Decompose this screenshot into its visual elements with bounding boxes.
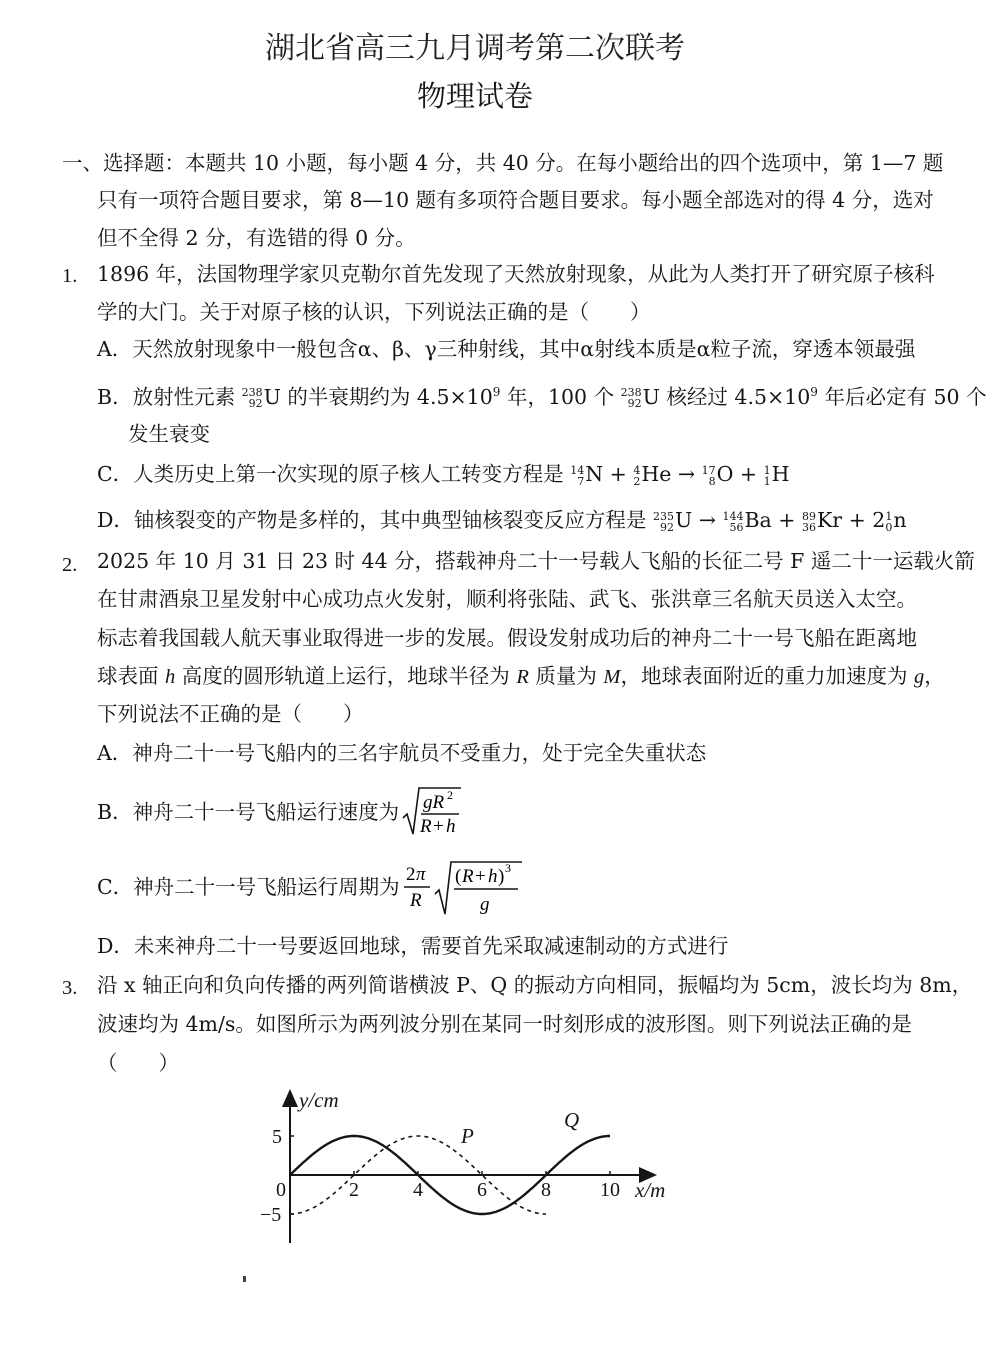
series-q-label: Q — [564, 1108, 580, 1132]
series-p-label: P — [461, 1124, 474, 1148]
y-axis-label: y/cm — [299, 1088, 339, 1112]
q2-option-d: D．未来神舟二十一号要返回地球，需要首先采取减速制动的方式进行 — [97, 934, 729, 958]
q1-stem-line2: 学的大门。关于对原子核的认识，下列说法正确的是（ ） — [97, 300, 651, 324]
scan-mark — [243, 1276, 246, 1282]
exam-title: 湖北省高三九月调考第二次联考 — [265, 31, 685, 66]
svg-text:R: R — [420, 816, 432, 837]
q2-line4: 球表面 h 高度的圆形轨道上运行，地球半径为 R 质量为 M，地球表面附近的重力加速度为 g， — [97, 664, 945, 688]
y-tick-label: −5 — [260, 1204, 282, 1226]
svg-text:(: ( — [454, 866, 462, 887]
x-tick-label: 10 — [600, 1179, 620, 1201]
q2-line1: 2025 年 10 月 31 日 23 时 44 分，搭载神舟二十一号载人飞船的长征二号 F 遥二十一运载火箭 — [97, 549, 975, 573]
svg-text:g: g — [479, 894, 490, 915]
q2-line3: 标志着我国载人航天事业取得进一步的发展。假设发射成功后的神舟二十一号飞船在距离地 — [97, 626, 917, 650]
subject-title: 物理试卷 — [416, 79, 533, 113]
svg-text:2: 2 — [447, 788, 454, 802]
q1-option-c: C．人类历史上第一次实现的原子核人工转变方程是 14 7 N + 4 2 He → 17 8 O + 1 1 H — [97, 462, 790, 488]
q1-stem-line1: 1896 年，法国物理学家贝克勒尔首先发现了天然放射现象，从此为人类打开了研究原子核科 — [97, 262, 935, 286]
x-tick-label: 8 — [541, 1179, 551, 1201]
sqrt-formula-b — [401, 784, 463, 840]
section-instructions-line2: 只有一项符合题目要求，第 8—10 题有多项符合题目要求。每小题全部选对的得 4 分，选对 — [97, 188, 934, 212]
svg-text:+: + — [474, 866, 486, 887]
svg-text:h: h — [487, 866, 498, 887]
svg-text:gR: gR — [423, 792, 445, 813]
svg-text:h: h — [446, 816, 456, 837]
q2-line5: 下列说法不正确的是（ ） — [97, 702, 364, 726]
q1-option-b: B．放射性元素 238 92 U 的半衰期约为 $4.5\times 10^9$ 年，100 个 238 92 U 核经过 $4.5\times 10^9$ 年后必定有 50 个 — [97, 384, 987, 411]
q3-line1: 沿 x 轴正向和负向传播的两列简谐横波 P、Q 的振动方向相同，振幅均为 5cm，波长均为 8m， — [97, 973, 973, 997]
wave-chart — [255, 1085, 675, 1255]
q1-option-a: A．天然放射现象中一般包含α、β、γ三种射线，其中α射线本质是α粒子流，穿透本领最强 — [97, 337, 916, 361]
q3-number: 3. — [62, 977, 78, 999]
x-tick-label: 2 — [349, 1179, 359, 1201]
q1-option-b-line2: 发生衰变 — [128, 422, 210, 446]
svg-text:3: 3 — [504, 861, 511, 875]
x-axis-label: x/m — [635, 1178, 666, 1202]
section-instructions-line3: 但不全得 2 分，有选错的得 0 分。 — [97, 226, 416, 250]
svg-text:): ) — [497, 866, 505, 887]
y-tick-label: 5 — [272, 1126, 282, 1148]
q2-option-a: A．神舟二十一号飞船内的三名宇航员不受重力，处于完全失重状态 — [97, 741, 707, 765]
svg-text:+: + — [433, 816, 444, 837]
q1-option-d: D．铀核裂变的产物是多样的，其中典型铀核裂变反应方程是 235 92 U → 144 56 Ba + 89 36 Kr + 2 1 0 n — [97, 508, 907, 534]
x-tick-label: 4 — [413, 1179, 423, 1201]
x-tick-label: 0 — [276, 1179, 286, 1201]
svg-text:R: R — [409, 890, 422, 911]
section-instructions-line1: 一、选择题：本题共 10 小题，每小题 4 分，共 40 分。在每小题给出的四个选项中，第 1—7 题 — [62, 151, 944, 175]
x-tick-label: 6 — [477, 1179, 487, 1201]
svg-text:2: 2 — [405, 864, 416, 885]
period-formula-c — [402, 856, 524, 918]
q3-line2: 波速均为 4m/s。如图所示为两列波分别在某同一时刻形成的波形图。则下列说法正确的是 — [97, 1012, 912, 1036]
q3-line3: （ ） — [97, 1051, 179, 1075]
svg-text:R: R — [461, 866, 474, 887]
svg-text:π: π — [415, 864, 426, 885]
q2-option-c: C．神舟二十一号飞船运行周期为 2 π R ( R + h ) 3 g — [97, 856, 524, 918]
q2-option-b: B．神舟二十一号飞船运行速度为 gR 2 R + h — [97, 785, 463, 839]
q1-number: 1. — [62, 265, 78, 287]
q2-line2: 在甘肃酒泉卫星发射中心成功点火发射，顺利将张陆、武飞、张洪章三名航天员送入太空。 — [97, 587, 917, 611]
q2-number: 2. — [62, 554, 78, 576]
